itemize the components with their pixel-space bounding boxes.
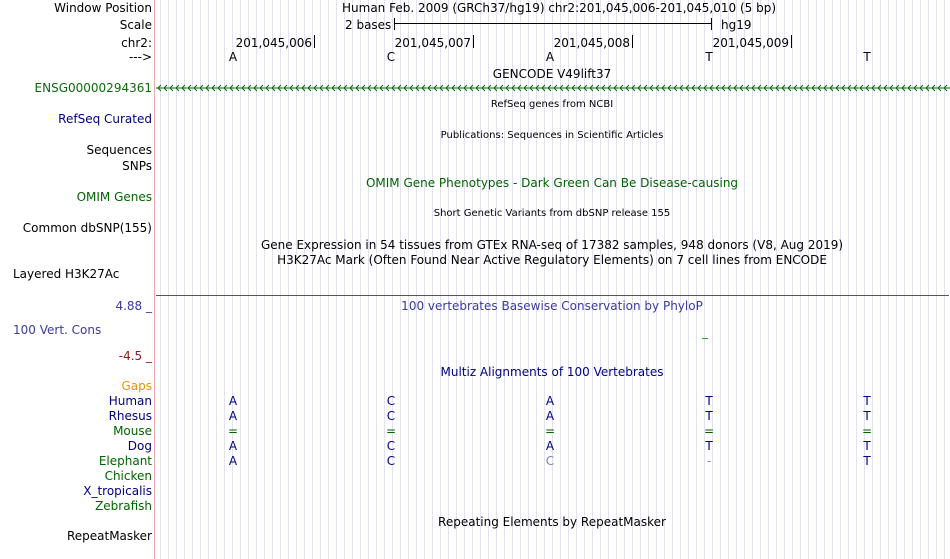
alignment-base: = — [544, 424, 556, 438]
sequences-label[interactable]: Sequences — [86, 143, 152, 157]
species-label[interactable]: Human — [108, 394, 152, 408]
reference-base: T — [705, 50, 713, 64]
alignment-base: A — [228, 439, 238, 453]
refseq-curated-label[interactable]: RefSeq Curated — [58, 112, 152, 126]
ruler-position: 201,045,009 — [712, 36, 789, 50]
gencode-track-title: GENCODE V49lift37 — [492, 67, 612, 81]
gtex-track-title: Gene Expression in 54 tissues from GTEx RNA-seq of 17382 samples, 948 donors (V8, Aug 2019) — [260, 238, 844, 252]
reference-base: A — [545, 50, 555, 64]
window-position-label: Window Position — [54, 1, 152, 15]
alignment-base: T — [705, 394, 713, 408]
ruler-tick — [473, 35, 474, 48]
species-label[interactable]: Rhesus — [108, 409, 152, 423]
refseq-track-title: RefSeq genes from NCBI — [490, 99, 614, 110]
alignment-base: A — [545, 394, 555, 408]
phylop-min-value: -4.5 _ — [118, 349, 152, 363]
phylop-top-line — [156, 295, 949, 296]
scale-value: 2 bases — [345, 18, 392, 32]
species-label[interactable]: Chicken — [104, 469, 152, 483]
repeatmasker-track-title: Repeating Elements by RepeatMasker — [438, 515, 666, 529]
species-label[interactable]: Zebrafish — [95, 499, 152, 513]
label-separator — [154, 0, 155, 559]
scale-label: Scale — [119, 18, 152, 32]
ruler-position: 201,045,007 — [394, 36, 471, 50]
ruler-tick — [791, 35, 792, 48]
ruler-tick — [632, 35, 633, 48]
assembly-label: hg19 — [721, 18, 752, 32]
reference-base: A — [228, 50, 238, 64]
species-label[interactable]: Dog — [127, 439, 152, 453]
ruler-position: 201,045,006 — [235, 36, 312, 50]
alignment-base: C — [386, 454, 396, 468]
alignment-base: A — [228, 454, 238, 468]
alignment-base: = — [703, 424, 715, 438]
omim-track-title: OMIM Gene Phenotypes - Dark Green Can Be Disease-causing — [365, 176, 739, 190]
alignment-base: A — [228, 394, 238, 408]
gaps-label[interactable]: Gaps — [121, 379, 152, 393]
omim-genes-label[interactable]: OMIM Genes — [76, 190, 152, 204]
strand-label: ---> — [128, 50, 152, 64]
publications-track-title: Publications: Sequences in Scientific Articles — [440, 130, 664, 141]
vert-cons-label[interactable]: 100 Vert. Cons — [13, 323, 102, 337]
phylop-score-mark — [702, 338, 708, 339]
alignment-base: T — [863, 439, 871, 453]
alignment-base: T — [705, 409, 713, 423]
reference-base: C — [386, 50, 396, 64]
window-position-value: Human Feb. 2009 (GRCh37/hg19) chr2:201,045,006-201,045,010 (5 bp) — [342, 1, 777, 15]
species-label[interactable]: Elephant — [98, 454, 152, 468]
common-dbsnp-label[interactable]: Common dbSNP(155) — [22, 221, 152, 235]
alignment-base: A — [545, 409, 555, 423]
alignment-base: T — [863, 409, 871, 423]
chrom-label: chr2: — [121, 36, 152, 50]
alignment-base: T — [863, 394, 871, 408]
alignment-base: C — [386, 409, 396, 423]
gencode-gene-label[interactable]: ENSG00000294361 — [34, 81, 152, 95]
alignment-base: = — [227, 424, 239, 438]
alignment-base: C — [386, 439, 396, 453]
alignment-base: = — [385, 424, 397, 438]
multiz-track-title: Multiz Alignments of 100 Vertebrates — [440, 365, 664, 379]
alignment-base: C — [545, 454, 555, 468]
phylop-track-title: 100 vertebrates Basewise Conservation by PhyloP — [401, 299, 703, 313]
ruler-tick — [314, 35, 315, 48]
alignment-base: A — [228, 409, 238, 423]
h3k27ac-track-title: H3K27Ac Mark (Often Found Near Active Regulatory Elements) on 7 cell lines from ENCODE — [277, 253, 827, 267]
dbsnp-track-title: Short Genetic Variants from dbSNP release 155 — [433, 208, 671, 219]
alignment-base: T — [705, 439, 713, 453]
ruler-position: 201,045,008 — [553, 36, 630, 50]
alignment-base: C — [386, 394, 396, 408]
reference-base: T — [863, 50, 871, 64]
repeatmasker-label[interactable]: RepeatMasker — [66, 529, 152, 543]
snps-label[interactable]: SNPs — [122, 159, 152, 173]
gene-strand-arrows[interactable] — [156, 82, 950, 94]
alignment-base: A — [545, 439, 555, 453]
layered-h3k27ac-label[interactable]: Layered H3K27Ac — [13, 267, 120, 281]
species-label[interactable]: Mouse — [113, 424, 152, 438]
alignment-base: - — [706, 454, 712, 468]
alignment-base: T — [863, 454, 871, 468]
alignment-base: = — [861, 424, 873, 438]
phylop-max-value: 4.88 _ — [115, 299, 152, 313]
species-label[interactable]: X_tropicalis — [83, 484, 152, 498]
